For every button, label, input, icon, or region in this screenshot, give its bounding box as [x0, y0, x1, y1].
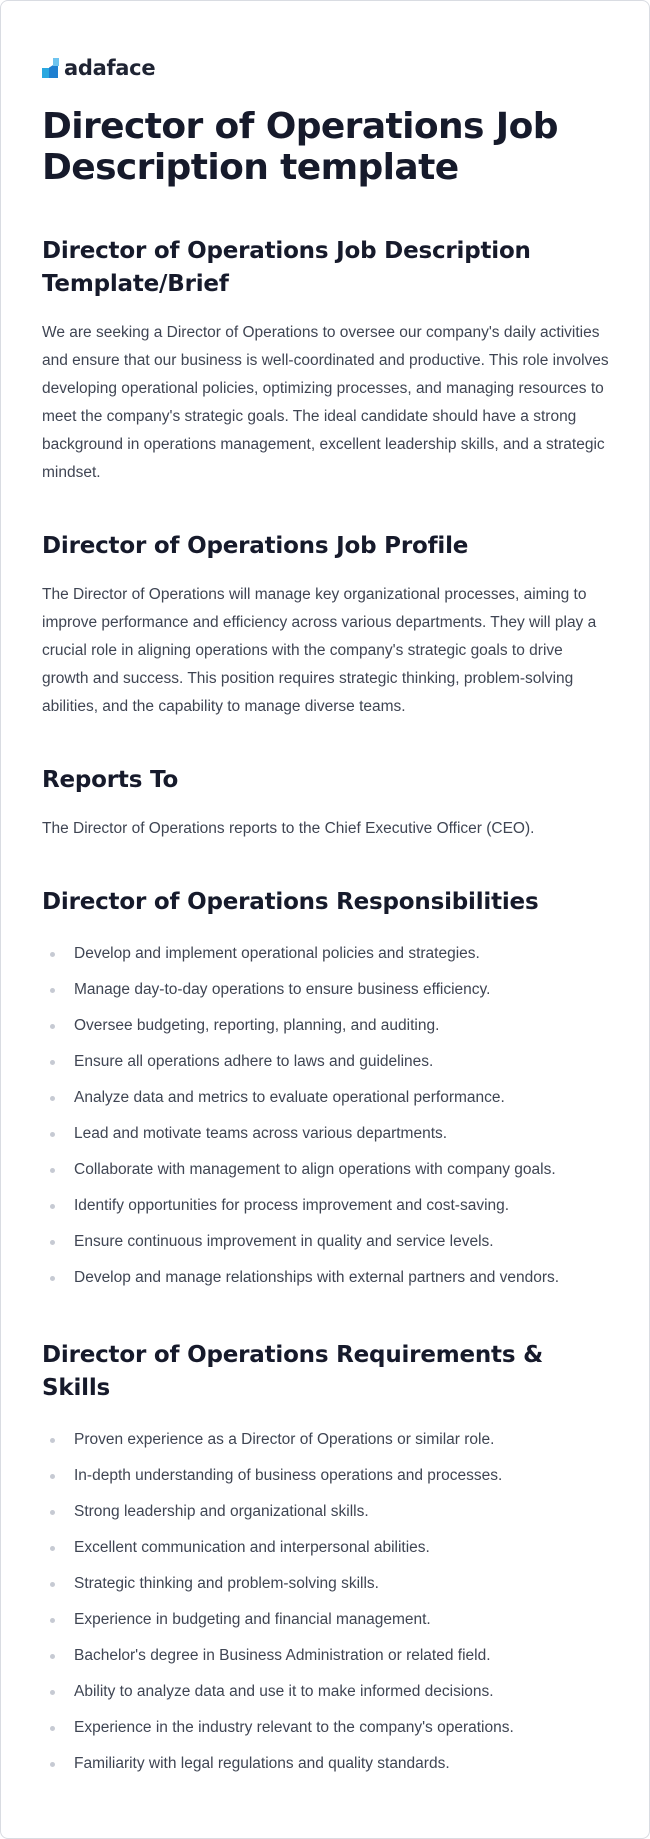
list-item: Ensure all operations adhere to laws and guidelines. [42, 1044, 612, 1080]
reports-to-section [42, 764, 612, 843]
list-item: Proven experience as a Director of Operations or similar role. [42, 1422, 612, 1458]
list-item: Ensure continuous improvement in quality and service levels. [42, 1224, 612, 1260]
responsibilities-section [42, 886, 612, 1296]
list-item: Experience in the industry relevant to the company's operations. [42, 1710, 612, 1746]
list-item: Analyze data and metrics to evaluate operational performance. [42, 1080, 612, 1116]
reports-to-heading: Reports To [42, 767, 179, 793]
profile-text: The Director of Operations will manage key organizational processes, aiming to improve performance and efficiency across various departments. They will play a crucial role in aligning operations with the company's strategic goals to drive growth and success. This position requires strategic thinking, problem-solving abilities, and the capability to manage diverse teams. [42, 586, 597, 715]
brief-text: We are seeking a Director of Operations to oversee our company's daily activities and ensure that our business is well-coordinated and productive. This role involves developing operational policies, optimizing processes, and managing resources to meet the company's strategic goals. The ideal candidate should have a strong background in operations management, excellent leadership skills, and a strategic mindset. [42, 324, 609, 481]
list-item: Strong leadership and organizational skills. [42, 1494, 612, 1530]
list-item: Oversee budgeting, reporting, planning, and auditing. [42, 1008, 612, 1044]
list-item: Develop and implement operational policies and strategies. [42, 936, 612, 972]
page-title: Director of Operations Job Description template [42, 106, 558, 188]
document-content [42, 55, 612, 1782]
list-item: Experience in budgeting and financial management. [42, 1602, 612, 1638]
requirements-section [42, 1339, 612, 1782]
list-item: In-depth understanding of business operations and processes. [42, 1458, 612, 1494]
list-item: Familiarity with legal regulations and quality standards. [42, 1746, 612, 1782]
profile-heading: Director of Operations Job Profile [42, 533, 469, 559]
responsibilities-heading: Director of Operations Responsibilities [42, 889, 539, 915]
brief-section [42, 235, 612, 487]
list-item: Ability to analyze data and use it to make informed decisions. [42, 1674, 612, 1710]
list-item: Identify opportunities for process improvement and cost-saving. [42, 1188, 612, 1224]
adaface-logo-icon [42, 58, 60, 78]
profile-section [42, 530, 612, 721]
requirements-heading: Director of Operations Requirements & Skills [42, 1342, 544, 1401]
list-item: Collaborate with management to align operations with company goals. [42, 1152, 612, 1188]
list-item: Lead and motivate teams across various departments. [42, 1116, 612, 1152]
requirements-list [42, 1422, 612, 1782]
list-item: Bachelor's degree in Business Administration or related field. [42, 1638, 612, 1674]
list-item: Develop and manage relationships with external partners and vendors. [42, 1260, 612, 1296]
responsibilities-list [42, 936, 612, 1296]
brief-heading: Director of Operations Job Description Template/Brief [42, 238, 531, 297]
reports-to-text: The Director of Operations reports to the Chief Executive Officer (CEO). [42, 820, 535, 837]
brand-name: adaface [64, 56, 156, 80]
list-item: Strategic thinking and problem-solving skills. [42, 1566, 612, 1602]
brand-logo[interactable] [42, 55, 612, 81]
list-item: Manage day-to-day operations to ensure business efficiency. [42, 972, 612, 1008]
list-item: Excellent communication and interpersonal abilities. [42, 1530, 612, 1566]
